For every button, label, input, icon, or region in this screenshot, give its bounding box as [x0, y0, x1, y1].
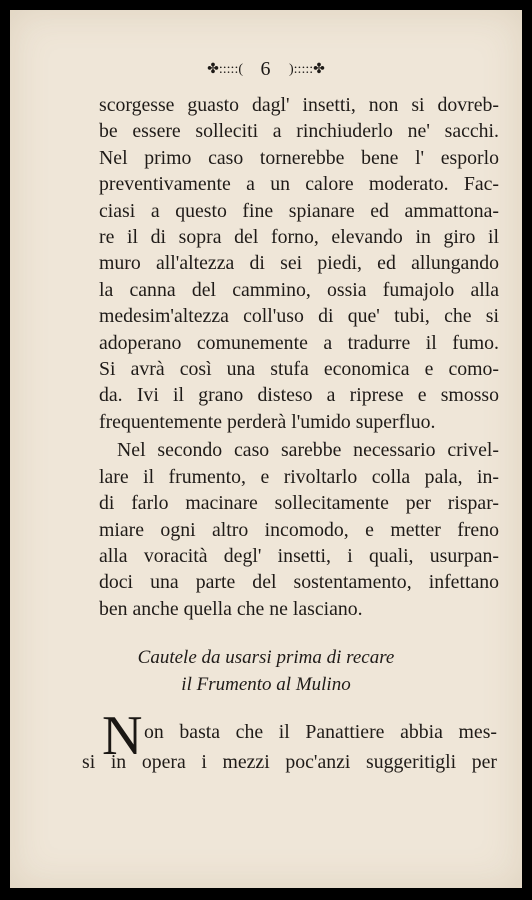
text-line: muro all'altezza di sei piedi, ed allungando: [99, 252, 499, 275]
text-line: scorgesse guasto dagl' insetti, non si dovreb-: [99, 94, 499, 116]
text-line: la canna del cammino, ossia fumajolo alla: [99, 278, 499, 301]
text-line: preventivamente a un calore moderato. Fac-: [99, 173, 499, 196]
text-line: si in opera i mezzi poc'anzi suggeritigli per: [82, 751, 497, 773]
text-line: Nel primo caso tornerebbe bene l' esporlo: [99, 146, 499, 169]
drop-cap: N: [102, 705, 143, 767]
text-line: adoperano comunemente a tradurre il fumo.: [99, 331, 499, 354]
section-heading-line-1: Cautele da usarsi prima di recare: [137, 647, 395, 668]
text-line: di farlo macinare sollecitamente per rispar-: [99, 492, 499, 515]
text-line: Nel secondo caso sarebbe necessario crivel-: [117, 439, 499, 462]
text-line: frequentemente perderà l'umido superfluo.: [99, 410, 436, 433]
paragraph-2: [99, 437, 499, 622]
text-line: ciasi a questo fine spianare ed ammattona-: [99, 199, 499, 222]
ornament-right: ):::::✤: [289, 62, 325, 77]
section-heading-line-2: il Frumento al Mulino: [181, 674, 351, 695]
text-line: miare ogni altro incomodo, e metter freno: [99, 518, 499, 541]
paragraph-3-line-2: [82, 747, 497, 777]
book-page: [10, 10, 522, 888]
text-line: on basta che il Panattiere abbia mes-: [144, 721, 497, 743]
text-line: doci una parte del sostentamento, infettano: [99, 571, 499, 594]
text-line: alla voracità degl' insetti, i quali, usurpan-: [99, 544, 499, 567]
text-line: ben anche quella che ne lasciano.: [99, 597, 363, 620]
body-text: [99, 92, 499, 622]
text-line: da. Ivi il grano disteso a riprese e smosso: [99, 384, 499, 407]
ornament-left: ✤:::::(: [207, 62, 243, 77]
paragraph-3-line-1: [144, 717, 497, 747]
text-line: Si avrà così una stufa economica e como-: [99, 358, 499, 381]
page-number: 6: [260, 58, 272, 80]
text-line: medesim'altezza coll'uso di que' tubi, che si: [99, 305, 499, 328]
text-line: lare il frumento, e rivoltarlo colla pala, in-: [99, 465, 499, 488]
text-line: re il di sopra del forno, elevando in giro il: [99, 226, 499, 249]
page-header: [10, 58, 522, 81]
paragraph-1: [99, 92, 499, 435]
text-line: be essere solleciti a rinchiuderlo ne' sacchi.: [99, 120, 499, 143]
